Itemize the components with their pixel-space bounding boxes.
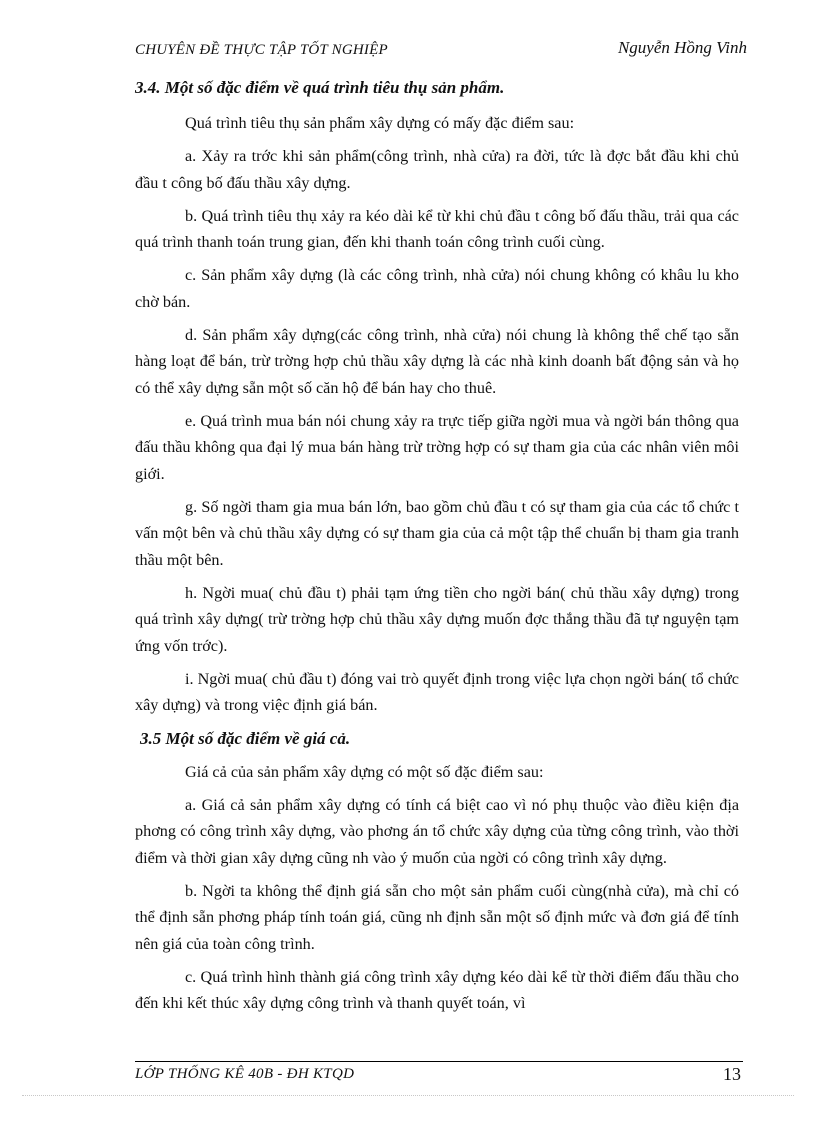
section-heading-3-5: 3.5 Một số đặc điểm về giá cả. [140,728,351,748]
section-heading-3-4: 3.4. Một số đặc điểm về quá trình tiêu thụ sản phẩm. [135,78,505,97]
paragraph: h. Ngời mua( chủ đầu t) phải tạm ứng tiền cho ngời bán( chủ thầu xây dựng) trong quá trình xây dựng( trừ trờng hợp chủ thầu xây dựng muốn đợc thắng thầu đã tự nguyện tạm ứng vốn trớc). [135,583,739,655]
paragraph: Quá trình tiêu thụ sản phẩm xây dựng có mấy đặc điểm sau: [185,114,575,132]
header-title: CHUYÊN ĐỀ THỰC TẬP TỐT NGHIỆP [135,42,388,58]
header-author: Nguyễn Hồng Vinh [617,38,747,57]
page-header [135,38,747,62]
paragraph: c. Quá trình hình thành giá công trình xây dựng kéo dài kể từ thời điểm đấu thầu cho đến khi kết thúc xây dựng công trình và thanh quyết toán, vì [135,967,739,1012]
page-footer [135,1064,743,1088]
paragraph: d. Sản phẩm xây dựng(các công trình, nhà cửa) nói chung là không thể chế tạo sẵn hàng loạt để bán, trừ trờng hợp chủ thầu xây dựng là các nhà kinh doanh bất động sản và họ có thể xây dựng sẵn một số căn hộ để bán hay cho thuê. [135,325,739,397]
paragraph: g. Số ngời tham gia mua bán lớn, bao gồm chủ đầu t có sự tham gia của các tổ chức t vấn một bên và chủ thầu xây dựng có sự tham gia của cả một tập thể chuẩn bị tham gia tranh thầu một bên. [135,497,739,569]
footer-class-name: LỚP THỐNG KÊ 40B - ĐH KTQD [135,1066,355,1082]
paragraph: Giá cả của sản phẩm xây dựng có một số đặc điểm sau: [185,762,544,781]
page-bottom-dotted-line [22,1095,794,1096]
page-content [135,76,739,1023]
page-number: 13 [723,1064,741,1084]
paragraph: a. Xảy ra trớc khi sản phẩm(công trình, nhà cửa) ra đời, tức là đợc bắt đầu khi chủ đầu t công bố đấu thầu xây dựng. [135,147,739,192]
footer-divider [135,1061,743,1062]
paragraph: c. Sản phẩm xây dựng (là các công trình, nhà cửa) nói chung không có khâu lu kho chờ bán. [135,266,739,311]
paragraph: b. Quá trình tiêu thụ xảy ra kéo dài kể từ khi chủ đầu t công bố đấu thầu, trải qua các quá trình thanh toán trung gian, đến khi thanh toán công trình cuối cùng. [135,206,739,251]
paragraph: e. Quá trình mua bán nói chung xảy ra trực tiếp giữa ngời mua và ngời bán thông qua đấu thầu không qua đại lý mua bán hàng trừ trờng hợp có sự tham gia của các nhân viên môi giới. [135,411,739,483]
paragraph: b. Ngời ta không thể định giá sẵn cho một sản phẩm cuối cùng(nhà cửa), mà chỉ có thể định sẵn phơng pháp tính toán giá, cũng nh định sẵn một số định mức và đơn giá để tính nên giá của toàn công trình. [135,881,739,953]
paragraph: i. Ngời mua( chủ đầu t) đóng vai trò quyết định trong việc lựa chọn ngời bán( tổ chức xây dựng) và trong việc định giá bán. [135,669,739,714]
paragraph: a. Giá cả sản phẩm xây dựng có tính cá biệt cao vì nó phụ thuộc vào điều kiện địa phơng có công trình xây dựng, vào phơng án tổ chức xây dựng của từng công trình, vào thời điểm và thời gian xây dựng cũng nh vào ý muốn của ngời có công trình xây dựng. [135,795,739,867]
